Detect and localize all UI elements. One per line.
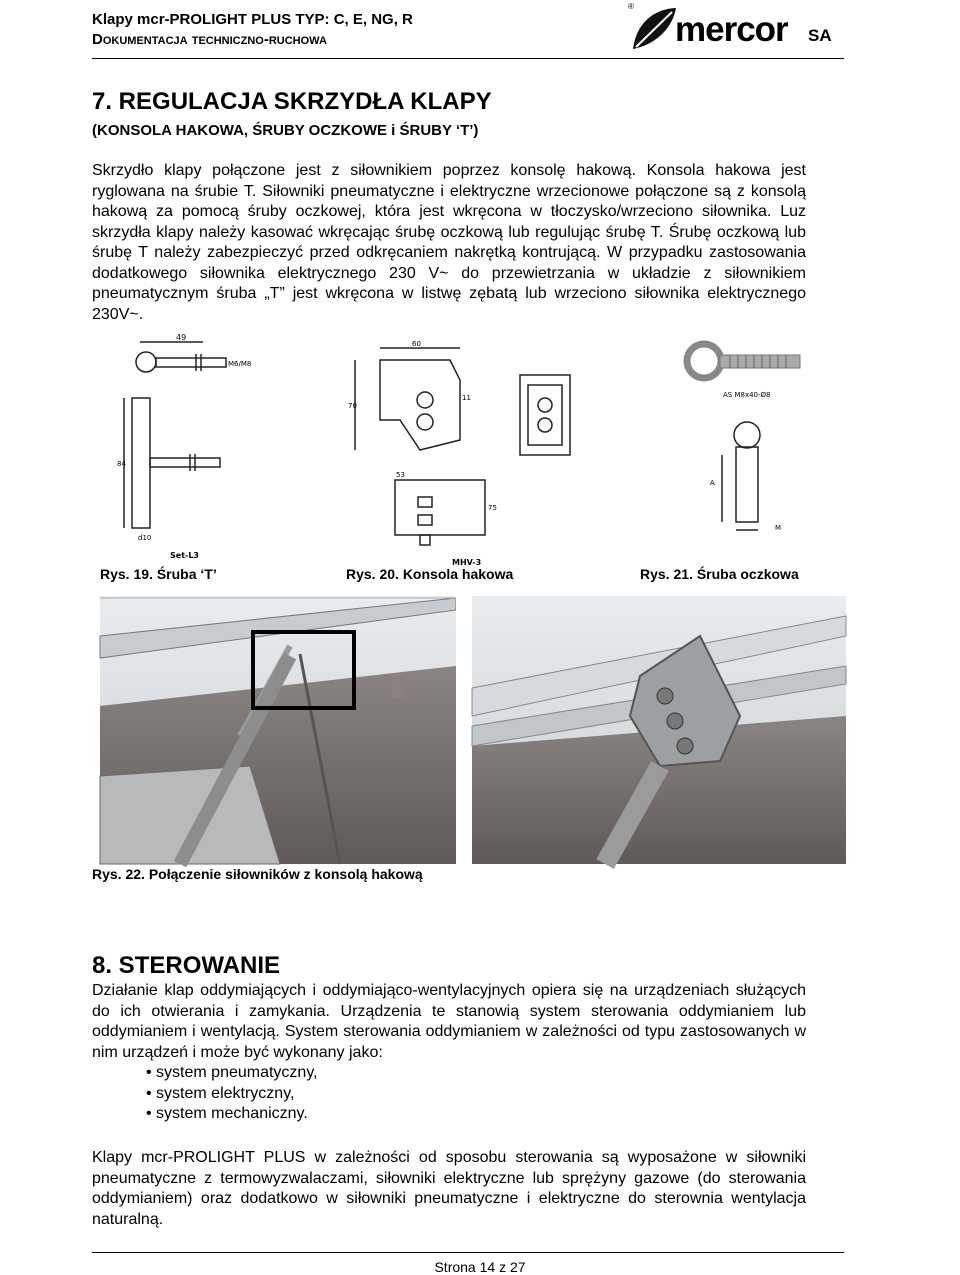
section-7-paragraph: Skrzydło klapy połączone jest z siłownikiem poprzez konsolę hakową. Konsola hakowa jest ryglowana na śrubie T. Siłowniki pneumatyczne i elektryczne wrzecionowe połączone są z konsolą hakową za pomocą śruby oczkowej, która jest wkręcona w tłoczysko/wrzeciono siłownika. Luz skrzydła klapy należy kasować wkręcając śrubę oczkową lub regulując śrubę T. Śrubę oczkową lub śrubę T należy zabezpieczyć przed odkręcaniem nakrętką kontrującą. W przypadku zastosowania dodatkowego siłownika elektrycznego 230 V~ do przewietrzania w układzie z siłownikiem pneumatycznym śruba „T” jest wkręcona w listwę zębatą lub wrzeciono siłownika elektrycznego 230V~. — [92, 162, 806, 323]
fig19-dia: d10 — [138, 534, 152, 542]
footer-rule — [92, 1252, 844, 1253]
fig19-dim-top: 49 — [176, 333, 187, 342]
section-8-heading: 8. STEROWANIE — [92, 952, 281, 979]
fig19-name: Set-L3 — [170, 551, 199, 560]
photo-actuator-connection — [100, 596, 846, 866]
list-item: • system mechaniczny. — [146, 1105, 308, 1122]
logo-suffix: SA — [808, 26, 832, 45]
eye-bolt-drawing — [680, 335, 810, 545]
section-7-heading: 7. REGULACJA SKRZYDŁA KLAPY — [92, 88, 492, 115]
mercor-logo — [628, 2, 848, 52]
fig22-caption: Rys. 22. Połączenie siłowników z konsolą hakową — [92, 866, 423, 882]
section-7-subheading: (KONSOLA HAKOWA, ŚRUBY OCZKOWE i ŚRUBY ‘T’) — [92, 122, 479, 139]
fig21-dim-m: M — [775, 524, 782, 532]
doc-subtitle: Dokumentacja techniczno-ruchowa — [92, 31, 327, 48]
fig20-d3: 11 — [462, 394, 471, 402]
fig20-d4: 75 — [488, 504, 497, 512]
photo-right — [472, 596, 846, 864]
fig19-dim-side: 84 — [117, 460, 126, 468]
fig21-dim-a: A — [710, 479, 715, 487]
t-bolt-drawing — [117, 333, 278, 568]
header-rule — [92, 58, 844, 59]
leaf-icon — [628, 4, 678, 54]
logo-brand: mercor — [675, 10, 788, 49]
section-8-paragraph-1: Działanie klap oddymiających i oddymiająco-wentylacyjnych opiera się na urządzeniach służących do ich otwierania i zamykania. Urządzenia te stanowią system sterowania oddymianiem lub oddymianiem i wentylacją. System sterowania oddymianiem w zależności od typu zastosowanych w nim urządzeń i może być wykonany jako: — [92, 982, 806, 1061]
doc-title: Klapy mcr-PROLIGHT PLUS TYP: C, E, NG, R — [92, 11, 413, 28]
list-item: • system elektryczny, — [146, 1084, 295, 1102]
fig19-caption: Rys. 19. Śruba ‘T’ — [100, 566, 217, 582]
fig20-d5: 53 — [396, 471, 405, 479]
fig20-caption: Rys. 20. Konsola hakowa — [346, 566, 514, 582]
section-8-paragraph-2: Klapy mcr-PROLIGHT PLUS w zależności od sposobu sterowania są wyposażone w siłowniki pneumatyczne z termowyzwalaczami, siłowniki elektryczne lub sprężyny gazowe (do sterowania oddymianiem) oraz dodatkowo w siłowniki pneumatyczne i elektryczne do sterownia wentylacja naturalną. — [92, 1149, 806, 1228]
registered-mark: ® — [628, 2, 634, 11]
list-item: • system pneumatyczny, — [146, 1064, 318, 1081]
fig20-d1: 60 — [412, 340, 421, 348]
fig21-caption: Rys. 21. Śruba oczkowa — [640, 566, 799, 582]
fig19-thread: M6/M8 — [228, 360, 252, 368]
fig20-name: MHV-3 — [452, 558, 482, 567]
control-system-list — [146, 1063, 318, 1125]
hook-bracket-drawing — [350, 340, 600, 570]
photo-left — [100, 596, 456, 864]
page-number: Strona 14 z 27 — [434, 1259, 526, 1275]
fig21-spec: AS M8x40-Ø8 — [723, 391, 771, 399]
fig20-d2: 70 — [348, 402, 357, 410]
